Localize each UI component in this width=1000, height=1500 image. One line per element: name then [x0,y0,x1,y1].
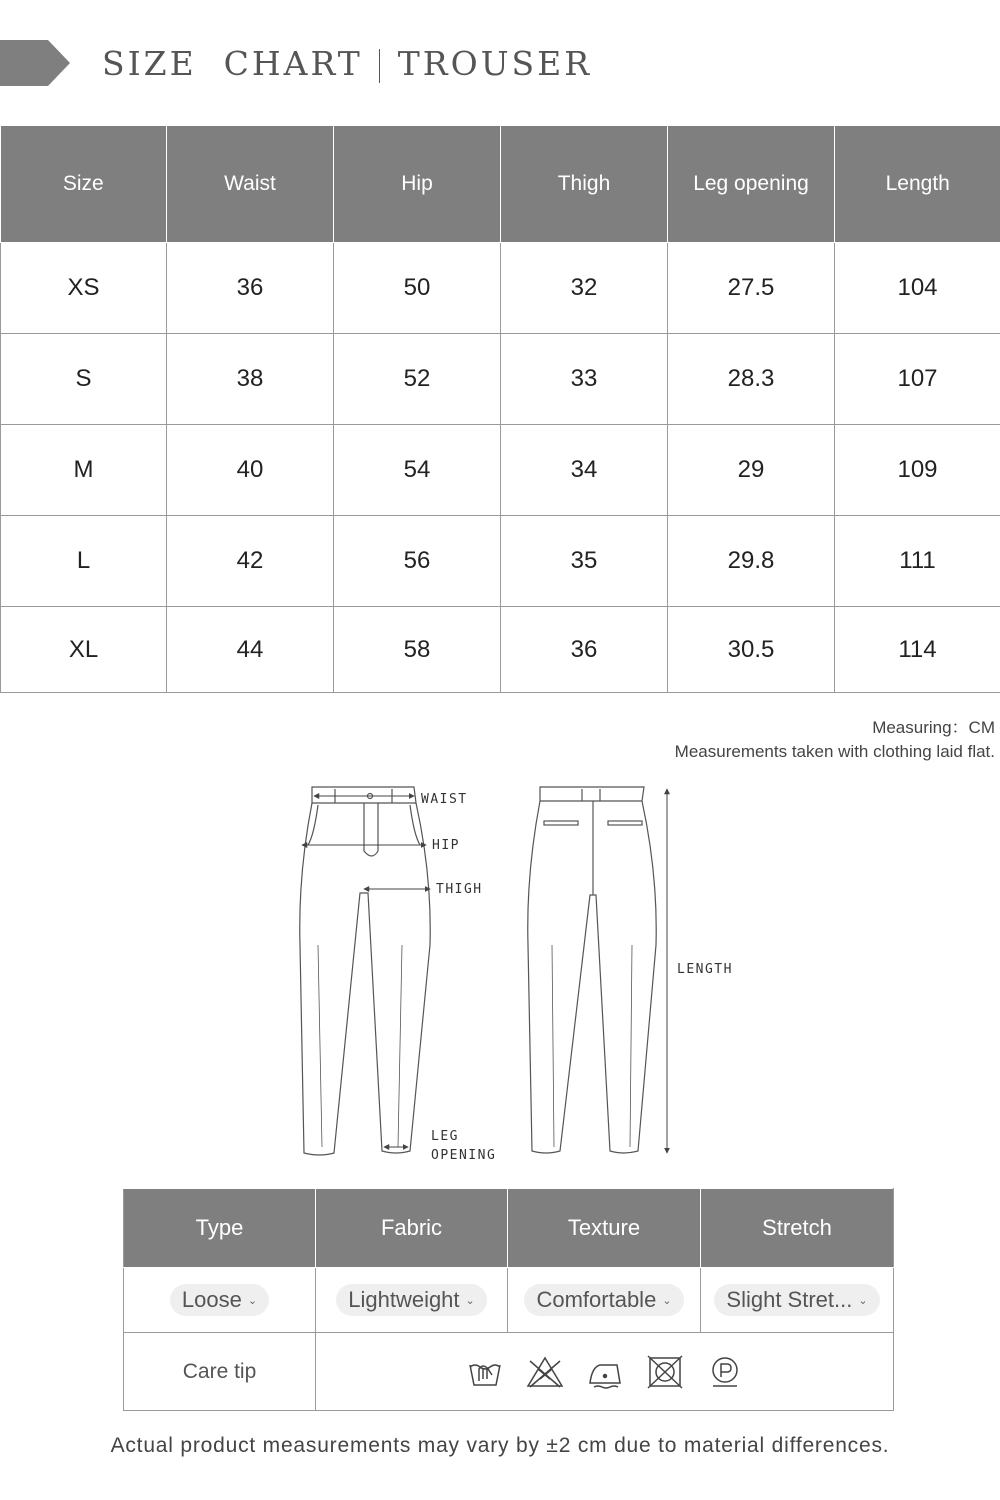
fabric-info-table [123,1188,894,1411]
no-tumble-dry-icon [646,1355,684,1389]
care-row [124,1333,894,1411]
cell-hip: 58 [334,607,501,693]
chevron-down-icon: ⌄ [662,1294,672,1307]
cell-thigh: 33 [501,334,668,425]
footer-disclaimer: Actual product measurements may vary by ±2 cm due to material differences. [110,1434,890,1457]
table-row [1,425,1000,516]
cell-waist: 38 [167,334,334,425]
title-divider [379,49,380,83]
back-view [528,787,656,1153]
info-header-row [124,1189,894,1268]
chevron-down-icon: ⌄ [465,1294,475,1307]
front-view [300,787,430,1155]
cell-hip: 52 [334,334,501,425]
table-row [1,243,1000,334]
header-fabric: Fabric [316,1189,508,1268]
label-opening: OPENING [431,1148,497,1163]
cell-length: 114 [835,607,1000,693]
chevron-down-icon: ⌄ [247,1294,258,1307]
measure-lines [302,789,667,1153]
cell-length: 104 [835,243,1000,334]
cell-leg-opening: 29 [668,425,835,516]
col-header-leg-opening: Leg opening [668,126,835,243]
unit-note: Measuring：CM [872,718,995,737]
header-stretch: Stretch [701,1189,894,1268]
texture-dropdown[interactable]: Comfortable ⌄ [524,1284,683,1316]
cell-length: 111 [835,516,1000,607]
fabric-dropdown[interactable]: Lightweight ⌄ [336,1284,487,1316]
chevron-down-icon: ⌄ [858,1294,868,1307]
cell-size: M [1,425,167,516]
no-bleach-icon [526,1355,564,1389]
cell-length: 109 [835,425,1000,516]
table-row [1,334,1000,425]
cell-leg-opening: 30.5 [668,607,835,693]
trouser-diagram [290,775,760,1175]
table-row [1,516,1000,607]
cell-waist: 44 [167,607,334,693]
cell-thigh: 35 [501,516,668,607]
cell-waist: 40 [167,425,334,516]
col-header-thigh: Thigh [501,126,668,243]
label-waist: WAIST [421,792,468,807]
stretch-dropdown[interactable]: Slight Stret... ⌄ [714,1284,879,1316]
care-tip-label: Care tip [182,1359,257,1383]
header-type: Type [124,1189,316,1268]
col-header-waist: Waist [167,126,334,243]
cell-size: XS [1,243,167,334]
title-size-chart: SIZE CHART [102,44,363,83]
dry-clean-p-icon [706,1355,744,1389]
label-length: LENGTH [677,962,733,977]
label-hip: HIP [432,838,460,853]
cell-leg-opening: 27.5 [668,243,835,334]
info-values-row [124,1268,894,1333]
size-table-header-row [1,126,1000,243]
page-title [102,44,592,84]
low-iron-icon [586,1355,624,1389]
care-icons [316,1355,893,1389]
cell-length: 107 [835,334,1000,425]
col-header-size: Size [1,126,167,243]
size-table [0,125,1000,693]
header-texture: Texture [508,1189,701,1268]
header-arrow-icon [0,40,70,86]
cell-hip: 56 [334,516,501,607]
col-header-length: Length [835,126,1000,243]
cell-leg-opening: 28.3 [668,334,835,425]
hand-wash-icon [466,1355,504,1389]
cell-leg-opening: 29.8 [668,516,835,607]
cell-size: L [1,516,167,607]
cell-thigh: 32 [501,243,668,334]
cell-thigh: 34 [501,425,668,516]
measurement-note: Measurements taken with clothing laid flat. [674,742,995,761]
cell-waist: 42 [167,516,334,607]
table-row [1,607,1000,693]
col-header-hip: Hip [334,126,501,243]
cell-hip: 54 [334,425,501,516]
cell-size: XL [1,607,167,693]
label-leg: LEG [431,1129,459,1144]
cell-thigh: 36 [501,607,668,693]
title-trouser: TROUSER [397,44,593,83]
cell-hip: 50 [334,243,501,334]
cell-size: S [1,334,167,425]
type-dropdown[interactable]: Loose ⌄ [170,1284,269,1316]
label-thigh: THIGH [436,882,483,897]
cell-waist: 36 [167,243,334,334]
